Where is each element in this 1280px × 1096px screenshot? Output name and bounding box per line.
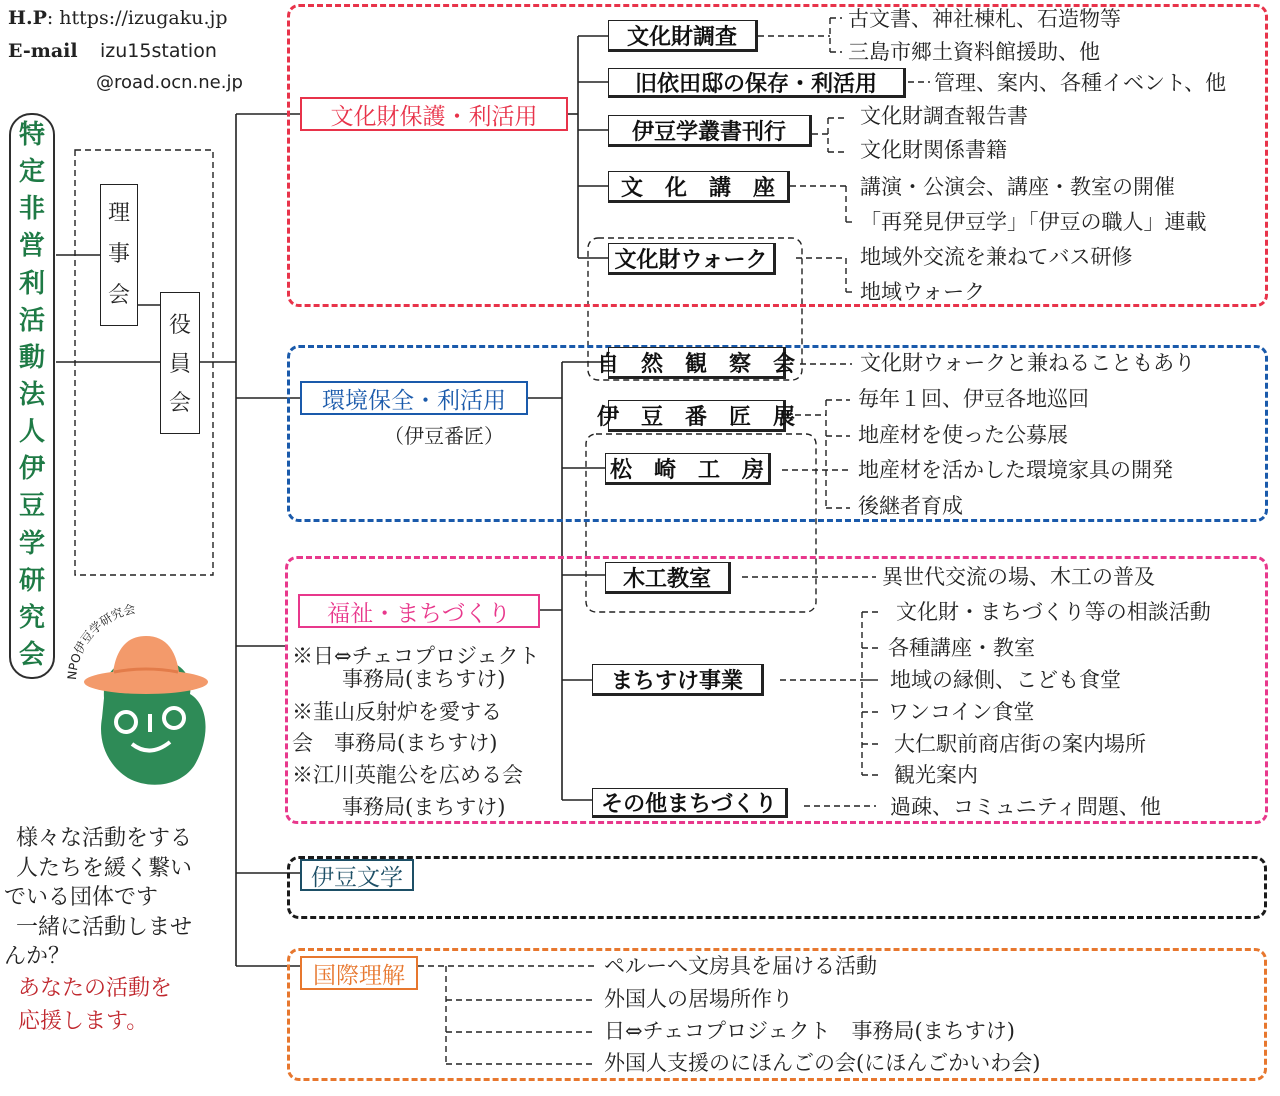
activity-culture-survey[interactable]: 文化財調査 <box>608 20 758 52</box>
homepage-label <box>8 9 228 28</box>
detail-text: 地域の縁側、こども食堂 <box>890 668 1121 692</box>
detail-text: 大仁駅前商店街の案内場所 <box>894 732 1146 756</box>
board-char: 理 <box>107 201 130 226</box>
org-name-box <box>9 113 55 679</box>
org-name-char: 営 <box>18 231 45 262</box>
org-name <box>17 122 47 668</box>
group-literature-box <box>287 856 1267 919</box>
detail-text: 文化財ウォークと兼ねることもあり <box>860 351 1196 375</box>
org-name-char: 利 <box>18 268 45 299</box>
activity-yoda-house[interactable]: 旧依田邸の保存・利活用 <box>608 68 906 98</box>
detail-text: 地域外交流を兼ねてバス研修 <box>860 245 1133 269</box>
detail-text: 異世代交流の場、木工の普及 <box>882 565 1155 589</box>
message-highlight-line: 応援します。 <box>18 1009 149 1034</box>
activity-izugaku-publication[interactable]: 伊豆学叢書刊行 <box>608 115 812 147</box>
detail-text: 観光案内 <box>894 763 978 787</box>
email-label: E-mail <box>8 40 78 62</box>
detail-text: 過疎、コミュニティ問題、他 <box>890 795 1161 819</box>
category-culture[interactable]: 文化財保護・利活用 <box>300 97 568 131</box>
category-literature[interactable]: 伊豆文学 <box>300 859 414 891</box>
message-highlight <box>18 972 248 1038</box>
detail-text: 古文書、神社棟札、石造物等 <box>848 7 1121 31</box>
org-name-char: 活 <box>18 305 45 336</box>
hp-url[interactable]: : https://izugaku.jp <box>46 7 228 29</box>
detail-text: 講演・公演会、講座・教室の開催 <box>860 175 1175 199</box>
detail-text: ワンコイン食堂 <box>888 700 1035 724</box>
detail-text: 文化財調査報告書 <box>860 104 1028 128</box>
activity-culture-lecture[interactable]: 文 化 講 座 <box>608 171 790 203</box>
org-name-char: 学 <box>18 528 45 559</box>
message-line: でいる団体です <box>4 885 159 910</box>
org-name-char: 法 <box>18 379 45 410</box>
email-domain[interactable]: @road.ocn.ne.jp <box>96 72 243 93</box>
message-line: 様々な活動をする <box>16 826 193 851</box>
org-name-char: 人 <box>18 417 45 448</box>
board-box <box>100 184 138 326</box>
detail-text: 日⇔チェコプロジェクト 事務局(まちすけ) <box>604 1019 1015 1043</box>
category-international[interactable]: 国際理解 <box>300 956 418 990</box>
activity-machisuke[interactable]: まちすけ事業 <box>592 664 764 696</box>
detail-text: 外国人の居場所作り <box>604 987 793 1011</box>
detail-text: ペルーへ文房具を届ける活動 <box>604 954 877 978</box>
org-name-char: 特 <box>18 120 45 150</box>
hp-label: H.P <box>8 7 47 29</box>
org-name-char: 豆 <box>18 491 45 522</box>
detail-text: 後継者育成 <box>858 494 963 518</box>
message-highlight-line: あなたの活動を <box>18 976 173 1001</box>
message-block <box>4 824 234 972</box>
message-line: 一緒に活動しませ <box>16 914 193 940</box>
welfare-note: 会 事務局(まちすけ) <box>292 731 498 755</box>
detail-text: 地産材を活かした環境家具の開発 <box>858 458 1173 482</box>
detail-text: 各種講座・教室 <box>888 636 1035 660</box>
category-welfare[interactable]: 福祉・まちづくり <box>298 594 540 628</box>
welfare-note: 事務局(まちすけ) <box>342 795 506 819</box>
org-name-char: 非 <box>18 194 45 225</box>
officers-char: 員 <box>168 352 191 377</box>
officers-box <box>160 292 200 434</box>
officers-label <box>168 315 192 415</box>
welfare-note: ※日⇔チェコプロジェクト <box>292 644 540 668</box>
activity-nature-observation[interactable]: 自 然 観 察 会 <box>608 347 786 379</box>
detail-text: 文化財・まちづくり等の相談活動 <box>896 600 1211 624</box>
email-user[interactable]: izu15station <box>100 40 217 62</box>
message-line: んか？ <box>4 944 71 969</box>
detail-text: 「再発見伊豆学」「伊豆の職人」連載 <box>860 210 1207 234</box>
officers-char: 会 <box>168 391 191 416</box>
org-name-char: 研 <box>18 565 45 596</box>
activity-izu-banjo-exhibition[interactable]: 伊 豆 番 匠 展 <box>608 400 786 432</box>
activity-heritage-walk[interactable]: 文化財ウォーク <box>608 243 776 275</box>
board-char: 事 <box>107 242 130 267</box>
logo-text: NPO伊豆学研究会 <box>64 601 137 681</box>
welfare-note: 事務局(まちすけ) <box>342 667 506 691</box>
activity-woodwork-class[interactable]: 木工教室 <box>605 562 731 594</box>
category-environment[interactable]: 環境保全・利活用 <box>300 381 528 415</box>
detail-text: 外国人支援のにほんごの会(にほんごかいわ会) <box>604 1051 1041 1075</box>
detail-text: 地域ウォーク <box>860 280 986 304</box>
board-char: 会 <box>107 283 130 308</box>
org-name-char: 会 <box>18 639 45 670</box>
activity-other-community[interactable]: その他まちづくり <box>592 788 788 818</box>
board-label <box>107 203 131 307</box>
environment-sublabel: （伊豆番匠） <box>384 424 504 448</box>
detail-text: 文化財関係書籍 <box>860 138 1007 162</box>
detail-text: 三島市郷土資料館援助、他 <box>848 40 1100 64</box>
message-line: 人たちを緩く繋い <box>16 855 193 881</box>
activity-matsuzaki-workshop[interactable]: 松 崎 工 房 <box>605 453 771 485</box>
welfare-note: ※韮山反射炉を愛する <box>292 700 502 724</box>
detail-text: 管理、案内、各種イベント、他 <box>934 71 1227 95</box>
org-name-char: 伊 <box>18 454 45 485</box>
welfare-note: ※江川英龍公を広める会 <box>292 763 523 787</box>
logo-mascot-icon <box>62 590 222 790</box>
detail-text: 地産材を使った公募展 <box>858 423 1068 447</box>
org-name-char: 究 <box>18 602 45 633</box>
org-name-char: 動 <box>18 342 45 373</box>
detail-text: 毎年１回、伊豆各地巡回 <box>858 387 1089 411</box>
officers-char: 役 <box>168 313 191 338</box>
org-name-char: 定 <box>18 157 45 188</box>
